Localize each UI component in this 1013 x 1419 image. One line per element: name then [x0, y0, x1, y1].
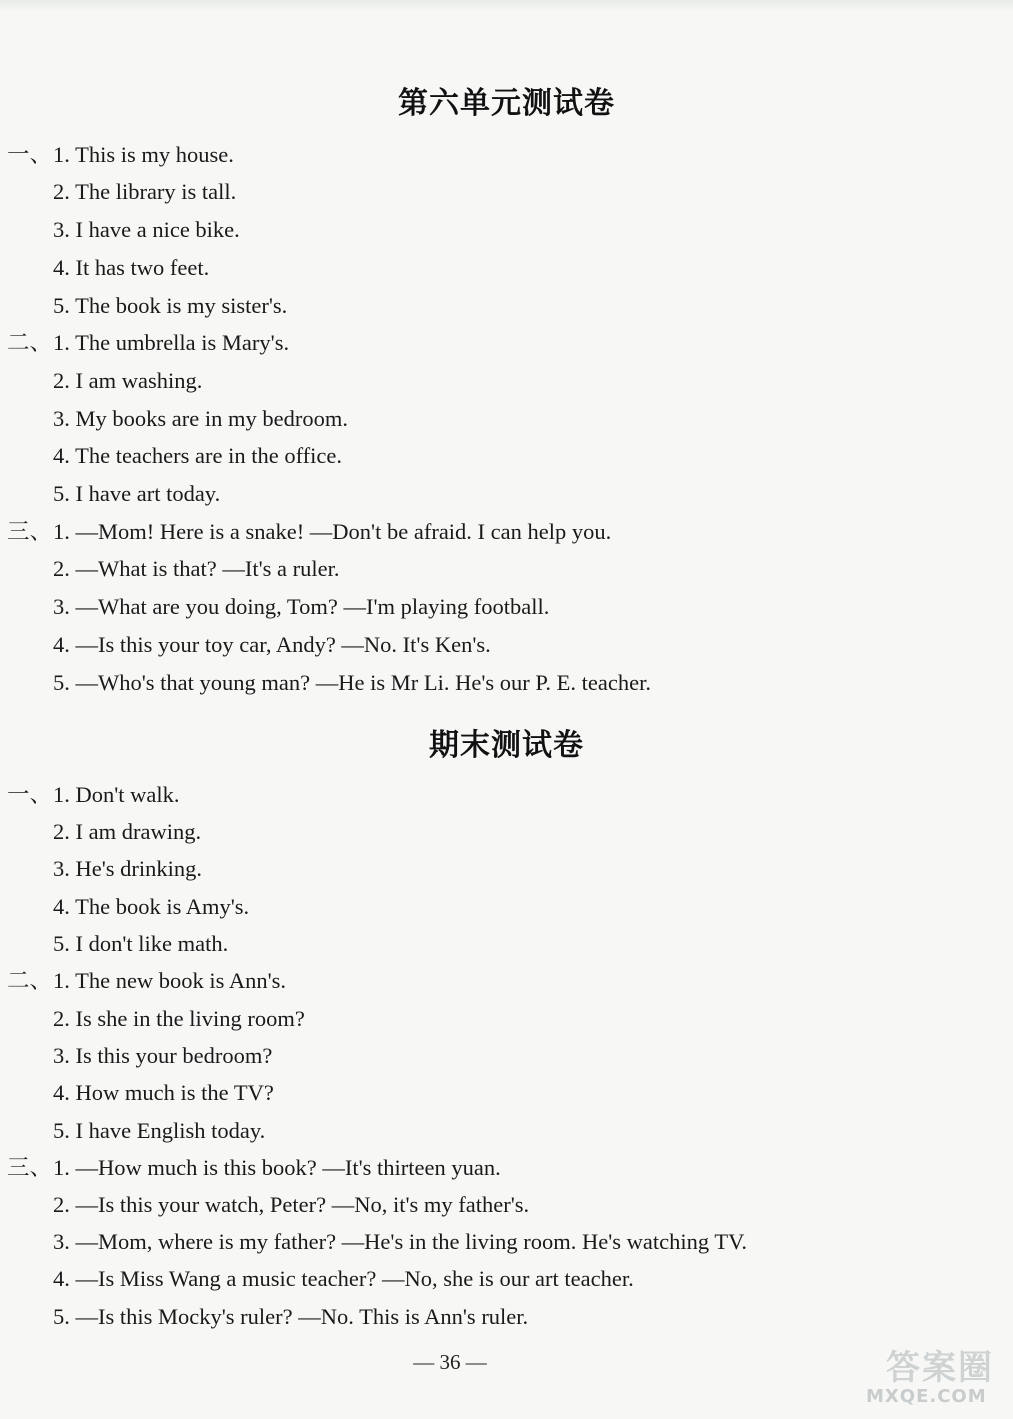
list-item: [0, 251, 209, 285]
list-item: [0, 666, 651, 700]
answer-text: 3. —Mom, where is my father? —He's in the living room. He's watching TV.: [53, 1229, 748, 1254]
watermark-logo: [858, 1340, 1008, 1414]
list-item: [0, 852, 202, 886]
answer-text: 4. The book is Amy's.: [53, 894, 250, 919]
answer-text: 5. The book is my sister's.: [53, 293, 288, 318]
watermark-text-bottom: MXQE.COM: [866, 1386, 987, 1407]
list-item: [0, 289, 287, 323]
list-item: [0, 1262, 634, 1296]
answer-text: 2. I am washing.: [53, 368, 203, 393]
answer-text: 1. Don't walk.: [53, 782, 180, 807]
list-item: [0, 1002, 305, 1036]
list-item: [0, 1225, 747, 1259]
list-item: [0, 590, 549, 624]
list-item: [0, 213, 240, 247]
answer-text: 1. This is my house.: [53, 142, 234, 167]
answer-text: 2. I am drawing.: [53, 819, 202, 844]
answer-text: 2. —Is this your watch, Peter? —No, it's my father's.: [53, 1192, 530, 1217]
answer-text: 5. I have art today.: [53, 481, 221, 506]
answer-text: 4. It has two feet.: [53, 255, 210, 280]
section-title-unit6: 第六单元测试卷: [398, 86, 615, 121]
list-item: [0, 552, 339, 586]
answer-text: 3. He's drinking.: [53, 856, 203, 881]
answer-text: 3. Is this your bedroom?: [53, 1043, 273, 1068]
list-item: [0, 1039, 272, 1073]
list-item: [0, 364, 202, 398]
list-item: [0, 138, 234, 172]
answer-text: 5. I don't like math.: [53, 931, 229, 956]
section-title-final: 期末测试卷: [429, 728, 584, 763]
list-item: [0, 175, 236, 209]
watermark-text-top: 答案圈: [886, 1348, 994, 1388]
list-item: [0, 1076, 274, 1110]
answer-text: 3. I have a nice bike.: [53, 217, 240, 242]
answer-text: 5. —Who's that young man? —He is Mr Li. He's our P. E. teacher.: [53, 670, 651, 695]
part-label: 二、: [6, 330, 52, 355]
list-item: [0, 1151, 501, 1185]
list-item: [0, 628, 491, 662]
answer-text: 3. My books are in my bedroom.: [53, 406, 348, 431]
list-item: [0, 815, 201, 849]
answer-text: 4. —Is Miss Wang a music teacher? —No, she is our art teacher.: [53, 1266, 634, 1291]
answer-text: 1. —Mom! Here is a snake! —Don't be afraid. I can help you.: [53, 519, 612, 544]
list-item: [0, 477, 220, 511]
answer-text: 4. The teachers are in the office.: [53, 443, 343, 468]
list-item: [0, 402, 348, 436]
list-item: [0, 890, 249, 924]
list-item: [0, 515, 611, 549]
answer-text: 1. The new book is Ann's.: [53, 968, 287, 993]
list-item: [0, 964, 286, 998]
part-label: 三、: [6, 1155, 52, 1180]
part-label: 一、: [6, 782, 52, 807]
list-item: [0, 1188, 529, 1222]
page-number: — 36 —: [413, 1350, 487, 1374]
list-item: [0, 439, 342, 473]
answer-text: 5. I have English today.: [53, 1118, 266, 1143]
list-item: [0, 927, 228, 961]
list-item: [0, 326, 289, 360]
list-item: [0, 778, 180, 812]
list-item: [0, 1114, 265, 1148]
answer-text: 2. Is she in the living room?: [53, 1006, 305, 1031]
answer-text: 2. —What is that? —It's a ruler.: [53, 556, 340, 581]
answer-text: 5. —Is this Mocky's ruler? —No. This is Ann's ruler.: [53, 1304, 529, 1329]
answer-text: 4. How much is the TV?: [53, 1080, 274, 1105]
answer-text: 4. —Is this your toy car, Andy? —No. It's Ken's.: [53, 632, 491, 657]
answer-text: 1. The umbrella is Mary's.: [53, 330, 290, 355]
answer-text: 1. —How much is this book? —It's thirteen yuan.: [53, 1155, 501, 1180]
part-label: 二、: [6, 968, 52, 993]
answer-text: 2. The library is tall.: [53, 179, 237, 204]
list-item: [0, 1300, 528, 1334]
answer-text: 3. —What are you doing, Tom? —I'm playing football.: [53, 594, 550, 619]
page-top-edge: [0, 0, 1013, 12]
part-label: 一、: [6, 142, 52, 167]
part-label: 三、: [6, 519, 52, 544]
